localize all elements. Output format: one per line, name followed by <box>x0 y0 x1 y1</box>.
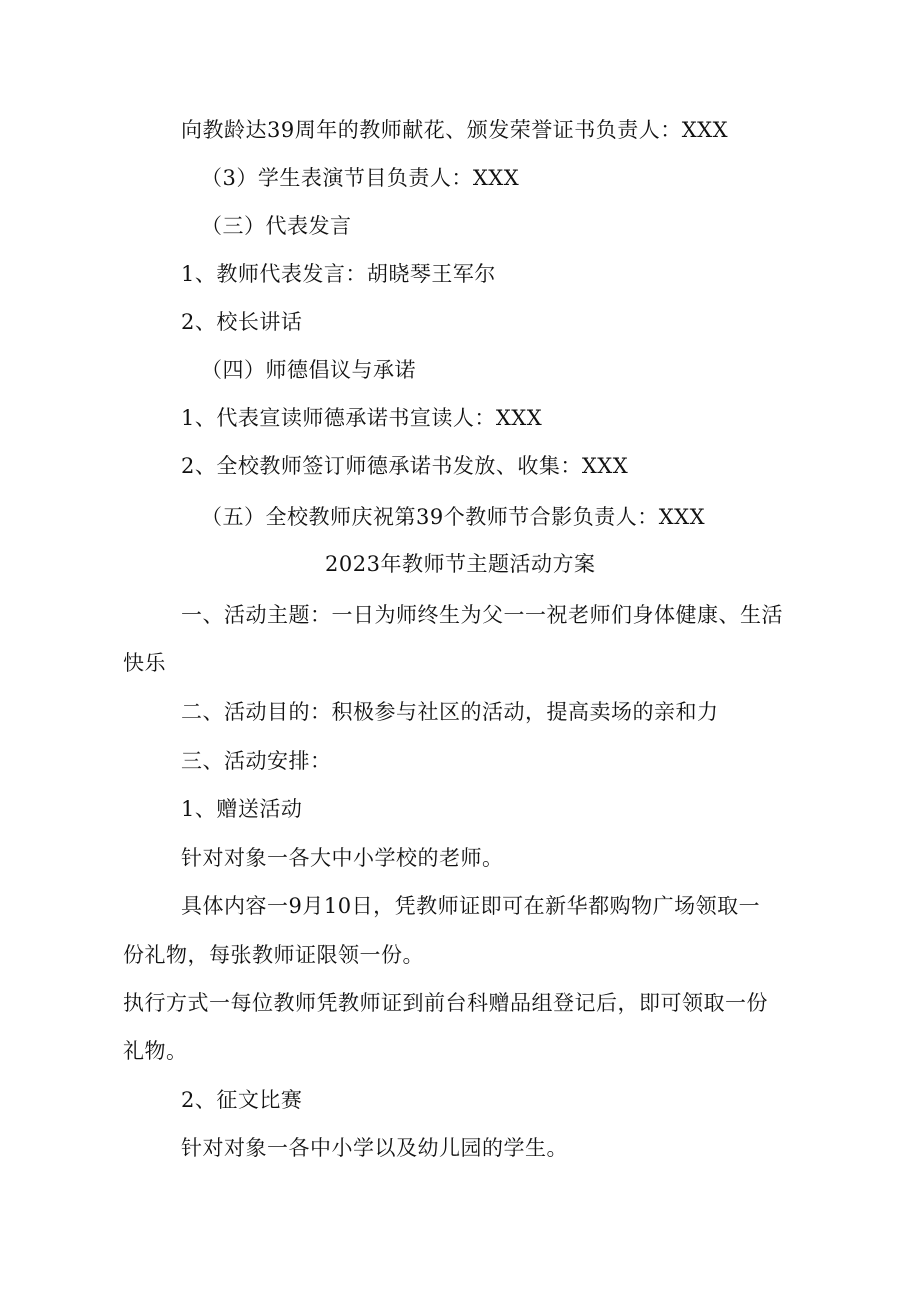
text-line: （四）师德倡议与承诺 <box>201 358 416 382</box>
text-line: 一、活动主题：一日为师终生为父一一祝老师们身体健康、生活 <box>181 603 783 627</box>
text-line: 执行方式一每位教师凭教师证到前台科赠品组登记后，即可领取一份 <box>123 991 768 1015</box>
text-line: （五）全校教师庆祝第39个教师节合影负责人：XXX <box>201 505 706 529</box>
text-line: 快乐 <box>123 651 166 675</box>
text-line: 礼物。 <box>123 1039 188 1063</box>
text-line: 1、代表宣读师德承诺书宣读人：XXX <box>181 406 543 430</box>
text-line: 二、活动目的：积极参与社区的活动，提高卖场的亲和力 <box>181 700 719 724</box>
text-line: 2、全校教师签订师德承诺书发放、收集：XXX <box>181 454 629 478</box>
text-line: 1、赠送活动 <box>181 797 303 821</box>
text-line: 具体内容一9月10日，凭教师证即可在新华都购物广场领取一 <box>181 894 761 918</box>
section-title: 2023年教师节主题活动方案 <box>325 552 596 576</box>
text-line: 针对对象一各大中小学校的老师。 <box>181 846 504 870</box>
text-line: 2、校长讲话 <box>181 310 303 334</box>
text-line: 三、活动安排： <box>181 749 332 773</box>
text-line: 向教龄达39周年的教师献花、颁发荣誉证书负责人：XXX <box>181 118 729 142</box>
text-line: （3）学生表演节目负责人：XXX <box>201 166 520 190</box>
text-line: 份礼物，每张教师证限领一份。 <box>123 943 424 967</box>
text-line: 针对对象一各中小学以及幼儿园的学生。 <box>181 1136 568 1160</box>
text-line: （三）代表发言 <box>201 214 352 238</box>
text-line: 1、教师代表发言：胡晓琴王军尔 <box>181 262 496 286</box>
text-line: 2、征文比赛 <box>181 1088 303 1112</box>
